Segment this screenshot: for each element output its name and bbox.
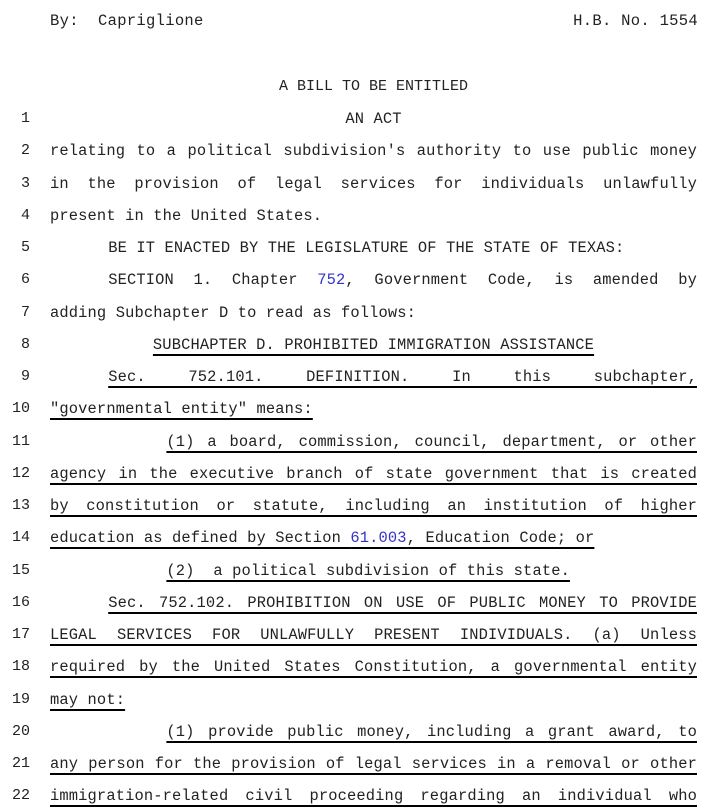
line-text bbox=[50, 626, 697, 644]
text-run bbox=[108, 271, 697, 289]
text-segment: Sec. 752.102. PROHIBITION ON USE OF PUBLIC MONEY TO PROVIDE bbox=[108, 593, 697, 612]
inserted-text bbox=[50, 787, 697, 805]
bill-line bbox=[0, 626, 728, 650]
line-text bbox=[50, 110, 697, 128]
line-text bbox=[50, 691, 697, 709]
line-number: 6 bbox=[20, 271, 30, 289]
bill-author: By: Capriglione bbox=[50, 12, 204, 30]
bill-line bbox=[0, 594, 728, 618]
text-segment: BE IT ENACTED BY THE LEGISLATURE OF THE STATE OF TEXAS: bbox=[108, 239, 625, 257]
text-run bbox=[50, 142, 697, 160]
inserted-text bbox=[50, 465, 697, 483]
text-run bbox=[50, 304, 416, 322]
text-segment: by constitution or statute, including an institution of higher bbox=[50, 497, 697, 515]
inserted-text bbox=[153, 336, 594, 354]
line-number: 20 bbox=[11, 722, 30, 740]
text-run bbox=[108, 239, 624, 257]
inserted-text bbox=[166, 723, 697, 741]
line-number: 22 bbox=[11, 787, 30, 805]
bill-line bbox=[0, 336, 728, 360]
line-text bbox=[50, 497, 697, 515]
bill-line bbox=[0, 433, 728, 457]
text-segment: (1) provide public money, including a grant award, to bbox=[166, 722, 697, 741]
line-number: 2 bbox=[20, 142, 30, 160]
bill-line bbox=[0, 529, 728, 553]
line-number: 12 bbox=[11, 464, 30, 482]
line-text bbox=[50, 336, 697, 354]
bill-line bbox=[0, 787, 728, 811]
text-segment: SECTION 1. Chapter bbox=[108, 271, 318, 290]
text-segment: any person for the provision of legal services in a removal or other bbox=[50, 755, 697, 773]
bill-title: A BILL TO BE ENTITLED bbox=[278, 78, 469, 95]
inserted-text bbox=[50, 400, 313, 418]
text-segment: SUBCHAPTER D. PROHIBITED IMMIGRATION ASSISTANCE bbox=[152, 335, 595, 354]
line-text bbox=[50, 465, 697, 483]
line-number: 17 bbox=[11, 626, 30, 643]
line-number: 9 bbox=[20, 368, 30, 385]
inserted-text bbox=[50, 626, 697, 644]
bill-line bbox=[0, 562, 728, 586]
text-segment: relating to a political subdivision's authority to use public money bbox=[50, 142, 697, 161]
line-text bbox=[50, 787, 697, 805]
line-number: 11 bbox=[11, 432, 30, 450]
bill-line bbox=[0, 304, 728, 328]
text-segment: LEGAL SERVICES FOR UNLAWFULLY PRESENT INDIVIDUALS. (a) Unless bbox=[50, 626, 697, 644]
line-number: 21 bbox=[11, 755, 30, 772]
inserted-text bbox=[108, 368, 697, 386]
text-segment: "governmental entity" means: bbox=[50, 400, 313, 419]
line-text bbox=[108, 594, 697, 612]
text-segment: education as defined by Section bbox=[50, 529, 351, 548]
bill-line bbox=[0, 658, 728, 682]
bill-line bbox=[0, 755, 728, 779]
code-reference-link[interactable]: 752 bbox=[317, 271, 346, 290]
line-text bbox=[50, 658, 697, 676]
text-segment: immigration-related civil proceeding regarding an individual who bbox=[50, 787, 697, 806]
line-number: 3 bbox=[20, 174, 30, 192]
line-number: 16 bbox=[11, 593, 30, 611]
line-text bbox=[108, 239, 697, 257]
text-segment: (1) a board, commission, council, department, or other bbox=[166, 432, 697, 451]
inserted-text bbox=[50, 497, 697, 515]
line-number: 7 bbox=[20, 303, 30, 321]
text-segment: , Education Code; or bbox=[406, 529, 595, 548]
text-run bbox=[50, 175, 697, 193]
code-reference-link[interactable]: 61.003 bbox=[350, 529, 407, 548]
bill-number: H.B. No. 1554 bbox=[573, 12, 698, 30]
bill-line bbox=[0, 207, 728, 231]
inserted-text bbox=[50, 755, 697, 773]
bill-line bbox=[0, 723, 728, 747]
bill-line bbox=[0, 239, 728, 263]
line-number: 19 bbox=[11, 690, 30, 708]
line-text bbox=[50, 207, 697, 225]
line-text bbox=[166, 433, 697, 451]
inserted-text bbox=[50, 529, 594, 547]
line-number: 1 bbox=[20, 110, 30, 127]
inserted-text bbox=[166, 562, 570, 580]
text-segment: may not: bbox=[50, 690, 126, 709]
line-text bbox=[108, 368, 697, 386]
line-text bbox=[50, 755, 697, 773]
text-segment: AN ACT bbox=[345, 110, 402, 128]
line-text bbox=[166, 562, 697, 580]
text-segment: required by the United States Constitution, a governmental entity bbox=[50, 658, 697, 677]
text-segment: agency in the executive branch of state government that is created bbox=[50, 464, 697, 483]
bill-line bbox=[0, 110, 728, 134]
inserted-text bbox=[166, 433, 697, 451]
line-number: 15 bbox=[11, 561, 30, 579]
inserted-text bbox=[50, 691, 125, 709]
text-run bbox=[345, 110, 401, 128]
inserted-text bbox=[108, 594, 697, 612]
text-segment: adding Subchapter D to read as follows: bbox=[50, 303, 417, 322]
bill-line bbox=[0, 271, 728, 295]
bill-line bbox=[0, 400, 728, 424]
line-number: 13 bbox=[11, 497, 30, 514]
line-number: 18 bbox=[11, 658, 30, 676]
bill-line bbox=[0, 691, 728, 715]
line-text bbox=[108, 271, 697, 289]
line-number: 5 bbox=[20, 239, 30, 256]
line-number: 10 bbox=[11, 400, 30, 418]
inserted-text bbox=[50, 658, 697, 676]
line-text bbox=[50, 400, 697, 418]
line-text bbox=[166, 723, 697, 741]
text-segment: , Government Code, is amended by bbox=[345, 271, 697, 290]
bill-line bbox=[0, 175, 728, 199]
bill-line bbox=[0, 142, 728, 166]
bill-line bbox=[0, 465, 728, 489]
text-run bbox=[50, 207, 322, 225]
text-segment: in the provision of legal services for individuals unlawfully bbox=[50, 174, 697, 193]
bill-line bbox=[0, 497, 728, 521]
line-number: 8 bbox=[20, 335, 30, 353]
line-text bbox=[50, 304, 697, 322]
line-number: 4 bbox=[20, 206, 30, 224]
text-segment: Sec. 752.101. DEFINITION. In this subchapter, bbox=[108, 368, 697, 386]
line-text bbox=[50, 175, 697, 193]
text-segment: (2) a political subdivision of this state. bbox=[166, 561, 570, 580]
line-text bbox=[50, 529, 697, 547]
bill-line bbox=[0, 368, 728, 392]
line-text bbox=[50, 142, 697, 160]
line-number: 14 bbox=[11, 529, 30, 547]
text-segment: present in the United States. bbox=[50, 206, 323, 225]
